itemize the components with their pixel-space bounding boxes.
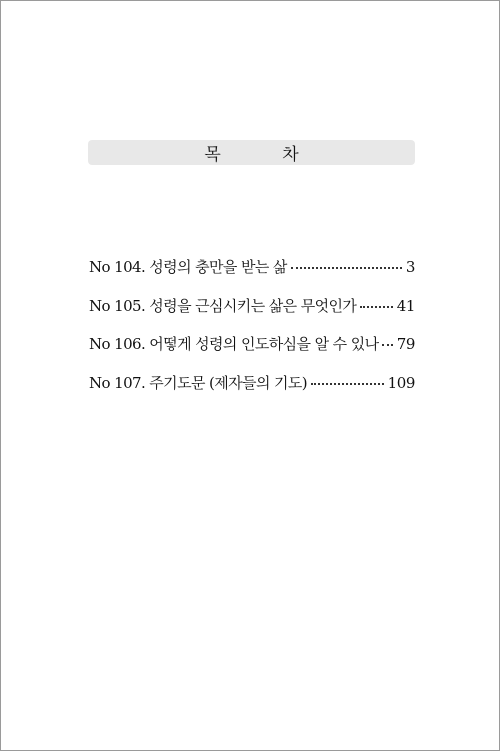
toc-entry-105 <box>89 295 415 334</box>
toc-dot-leader <box>311 383 384 385</box>
toc-entry-title: No 105. 성령을 근심시키는 삶은 무엇인가 <box>89 296 357 315</box>
toc-dot-leader <box>360 306 392 308</box>
toc-entry-title: No 104. 성령의 충만을 받는 삶 <box>89 258 287 276</box>
toc-dot-leader <box>291 267 402 269</box>
toc-page-number: 109 <box>387 373 415 392</box>
toc-entry-106 <box>89 333 415 372</box>
toc-entry-107 <box>89 372 415 411</box>
toc-heading-title: 목 차 <box>204 145 327 165</box>
toc-heading-bar <box>88 140 415 165</box>
toc-list <box>89 256 415 410</box>
toc-dot-leader <box>382 344 392 346</box>
toc-page-number: 79 <box>396 335 415 353</box>
toc-entry-104 <box>89 256 415 295</box>
toc-entry-title: No 107. 주기도문 (제자들의 기도) <box>89 373 308 392</box>
toc-page-number: 3 <box>405 258 415 276</box>
toc-entry-title: No 106. 어떻게 성령의 인도하심을 알 수 있나 <box>89 335 379 353</box>
toc-page-number: 41 <box>396 296 415 315</box>
